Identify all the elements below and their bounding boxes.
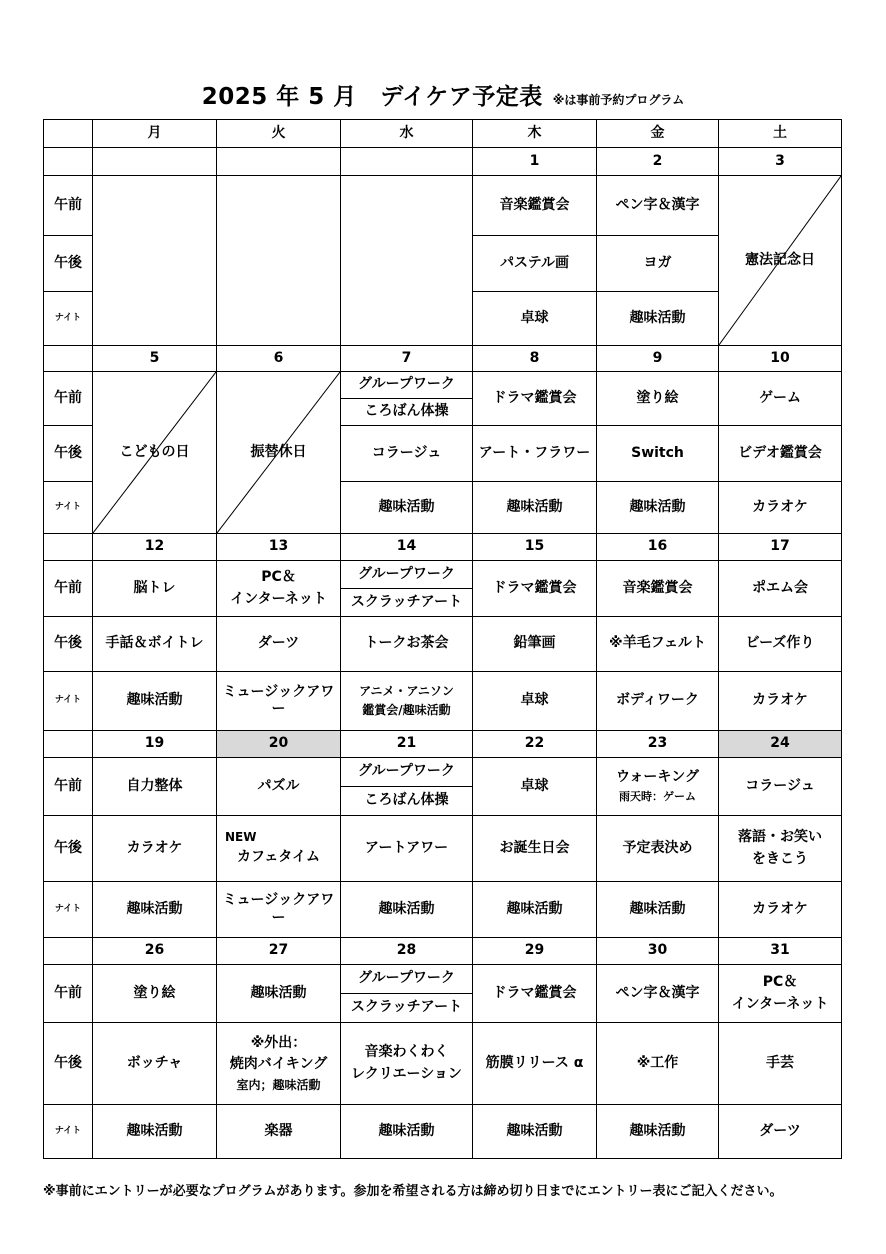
week3-am-row-a: [44, 561, 842, 589]
am-label: 午前: [44, 561, 93, 617]
weekday-fri: 金: [597, 120, 719, 148]
week4-pm-row: [44, 816, 842, 882]
am-label: 午前: [44, 758, 93, 816]
program-cell: Switch: [597, 426, 719, 482]
week5-pm-row: [44, 1023, 842, 1105]
date-cell: 13: [217, 534, 341, 561]
program-cell: 趣味活動: [597, 482, 719, 534]
date-cell: 26: [93, 938, 217, 965]
program-cell: カラオケ: [719, 482, 842, 534]
program-cell: ペン字＆漢字: [597, 176, 719, 236]
program-cell: ボディワーク: [597, 672, 719, 731]
date-cell: 31: [719, 938, 842, 965]
program-cell: ポエム会: [719, 561, 842, 617]
program-cell: 趣味活動: [597, 882, 719, 938]
week4-date-row: [44, 731, 842, 758]
program-cell: スクラッチアート: [341, 589, 473, 617]
program-cell: 卓球: [473, 292, 597, 346]
date-cell: 16: [597, 534, 719, 561]
program-cell: 趣味活動: [217, 965, 341, 1023]
new-badge: NEW: [225, 830, 257, 845]
footer-note: ※事前にエントリーが必要なプログラムがあります。参加を希望される方は締め切り日までにエントリー表にご記入ください。: [43, 1184, 783, 1199]
program-cell: ヨガ: [597, 236, 719, 292]
week1-am-row: [44, 176, 842, 236]
pm-label: 午後: [44, 1023, 93, 1105]
program-cell: グループワーク: [341, 965, 473, 994]
program-cell: アート・フラワー: [473, 426, 597, 482]
empty-cell: [341, 176, 473, 346]
program-cell: ころばん体操: [341, 399, 473, 426]
night-label: ナイト: [44, 882, 93, 938]
program-cell: 趣味活動: [93, 882, 217, 938]
program-cell: 鉛筆画: [473, 617, 597, 672]
date-cell: 8: [473, 346, 597, 372]
program-cell: ダーツ: [217, 617, 341, 672]
week4-night-row: [44, 882, 842, 938]
am-label: 午前: [44, 965, 93, 1023]
program-cell: ドラマ鑑賞会: [473, 372, 597, 426]
program-cell: グループワーク: [341, 758, 473, 787]
program-cell: 筋膜リリース α: [473, 1023, 597, 1105]
week4-am-row-a: [44, 758, 842, 787]
program-cell: [341, 672, 473, 731]
program-cell: 趣味活動: [597, 292, 719, 346]
program-line: PC＆: [762, 974, 798, 990]
program-cell: ※工作: [597, 1023, 719, 1105]
program-line: カフェタイム: [236, 849, 321, 866]
night-label: ナイト: [44, 482, 93, 534]
program-cell: 趣味活動: [473, 482, 597, 534]
week3-date-row: [44, 534, 842, 561]
program-cell: ミュージックアワー: [217, 882, 341, 938]
date-cell: 14: [341, 534, 473, 561]
program-cell: [217, 561, 341, 617]
week2-date-row: [44, 346, 842, 372]
schedule-table: [43, 119, 842, 1159]
date-cell: 5: [93, 346, 217, 372]
program-cell: ドラマ鑑賞会: [473, 561, 597, 617]
program-cell: 塗り絵: [597, 372, 719, 426]
program-cell: 手芸: [719, 1023, 842, 1105]
program-cell: ダーツ: [719, 1105, 842, 1159]
program-cell: ドラマ鑑賞会: [473, 965, 597, 1023]
date-cell: 9: [597, 346, 719, 372]
date-cell: 30: [597, 938, 719, 965]
program-cell: ボッチャ: [93, 1023, 217, 1105]
date-cell: 21: [341, 731, 473, 758]
date-cell: 1: [473, 148, 597, 176]
date-cell-highlighted: 24: [719, 731, 842, 758]
program-cell: カラオケ: [719, 672, 842, 731]
date-cell: 3: [719, 148, 842, 176]
program-cell: ころばん体操: [341, 787, 473, 816]
program-line: をきこう: [752, 850, 808, 867]
week2-am-row-a: [44, 372, 842, 399]
program-cell: ビーズ作り: [719, 617, 842, 672]
program-line: 焼肉バイキング: [229, 1056, 328, 1072]
date-cell: 15: [473, 534, 597, 561]
night-label: ナイト: [44, 292, 93, 346]
program-cell: 趣味活動: [93, 1105, 217, 1159]
program-line: アニメ・アニソン: [359, 684, 454, 698]
program-cell: [719, 816, 842, 882]
pm-label: 午後: [44, 236, 93, 292]
am-label: 午前: [44, 176, 93, 236]
week5-date-row: [44, 938, 842, 965]
program-cell: ビデオ鑑賞会: [719, 426, 842, 482]
date-cell: 28: [341, 938, 473, 965]
program-cell: ※羊毛フェルト: [597, 617, 719, 672]
program-cell: グループワーク: [341, 561, 473, 589]
date-cell: 7: [341, 346, 473, 372]
program-cell: 楽器: [217, 1105, 341, 1159]
program-cell: コラージュ: [719, 758, 842, 816]
program-cell: 趣味活動: [341, 1105, 473, 1159]
program-line: 音楽わくわく: [364, 1044, 449, 1060]
program-cell: 卓球: [473, 758, 597, 816]
program-cell: トークお茶会: [341, 617, 473, 672]
pm-label: 午後: [44, 617, 93, 672]
holiday-label: 振替休日: [250, 443, 307, 460]
program-cell: 自力整体: [93, 758, 217, 816]
date-cell: 12: [93, 534, 217, 561]
program-cell: お誕生日会: [473, 816, 597, 882]
holiday-label: こどもの日: [119, 443, 190, 460]
program-cell: パズル: [217, 758, 341, 816]
date-cell: 19: [93, 731, 217, 758]
program-line: ※外出：: [250, 1034, 307, 1051]
program-cell: 趣味活動: [473, 882, 597, 938]
weekday-sat: 土: [719, 120, 842, 148]
holiday-label: 憲法記念日: [745, 251, 815, 268]
program-cell: コラージュ: [341, 426, 473, 482]
date-cell: 6: [217, 346, 341, 372]
corner-cell: [44, 120, 93, 148]
week5-night-row: [44, 1105, 842, 1159]
program-line: 室内；趣味活動: [236, 1077, 321, 1092]
holiday-cell: [93, 372, 217, 534]
title-text: 2025 年 5 月 デイケア予定表: [201, 84, 543, 110]
program-cell: 音楽鑑賞会: [473, 176, 597, 236]
pm-label: 午後: [44, 426, 93, 482]
weekday-thu: 木: [473, 120, 597, 148]
program-cell: [217, 1023, 341, 1105]
week5-am-row-a: [44, 965, 842, 994]
program-cell: 手話＆ボイトレ: [93, 617, 217, 672]
program-cell: 塗り絵: [93, 965, 217, 1023]
program-cell: 卓球: [473, 672, 597, 731]
program-line: レクリエーション: [351, 1065, 462, 1082]
date-cell: 23: [597, 731, 719, 758]
program-cell: [597, 758, 719, 816]
program-cell: 趣味活動: [341, 482, 473, 534]
program-cell: 予定表決め: [597, 816, 719, 882]
holiday-cell: [719, 176, 842, 346]
program-sub: 雨天時：ゲーム: [619, 789, 696, 803]
am-label: 午前: [44, 372, 93, 426]
program-cell: パステル画: [473, 236, 597, 292]
weekday-row: [44, 120, 842, 148]
date-cell: 17: [719, 534, 842, 561]
weekday-mon: 月: [93, 120, 217, 148]
program-line: ウォーキング: [615, 769, 700, 786]
date-cell: 10: [719, 346, 842, 372]
program-cell: [341, 1023, 473, 1105]
program-cell: グループワーク: [341, 372, 473, 399]
week1-date-row: [44, 148, 842, 176]
program-line: インターネット: [230, 590, 327, 607]
pm-label: 午後: [44, 816, 93, 882]
date-cell: 22: [473, 731, 597, 758]
program-cell: 趣味活動: [341, 882, 473, 938]
date-cell: 2: [597, 148, 719, 176]
program-cell: [719, 965, 842, 1023]
night-label: ナイト: [44, 1105, 93, 1159]
date-cell: 27: [217, 938, 341, 965]
empty-cell: [217, 176, 341, 346]
week3-night-row: [44, 672, 842, 731]
weekday-wed: 水: [341, 120, 473, 148]
program-cell: アートアワー: [341, 816, 473, 882]
program-cell: ミュージックアワー: [217, 672, 341, 731]
empty-cell: [93, 176, 217, 346]
program-cell: 脳トレ: [93, 561, 217, 617]
week3-pm-row: [44, 617, 842, 672]
night-label: ナイト: [44, 672, 93, 731]
program-line: 落語・お笑い: [738, 829, 822, 845]
program-cell: カラオケ: [93, 816, 217, 882]
program-cell: ペン字＆漢字: [597, 965, 719, 1023]
program-cell: 音楽鑑賞会: [597, 561, 719, 617]
page-title: [0, 78, 886, 111]
date-cell: 29: [473, 938, 597, 965]
holiday-cell: [217, 372, 341, 534]
program-cell: スクラッチアート: [341, 994, 473, 1023]
weekday-tue: 火: [217, 120, 341, 148]
program-cell: 趣味活動: [597, 1105, 719, 1159]
program-cell: カラオケ: [719, 882, 842, 938]
program-cell: ゲーム: [719, 372, 842, 426]
date-cell-highlighted: 20: [217, 731, 341, 758]
title-note: ※は事前予約プログラム: [552, 93, 685, 107]
program-cell: 趣味活動: [93, 672, 217, 731]
program-line: インターネット: [731, 995, 829, 1012]
program-line: 鑑賞会/趣味活動: [362, 703, 451, 717]
program-line: PC＆: [261, 569, 296, 585]
program-cell: [217, 816, 341, 882]
program-cell: 趣味活動: [473, 1105, 597, 1159]
